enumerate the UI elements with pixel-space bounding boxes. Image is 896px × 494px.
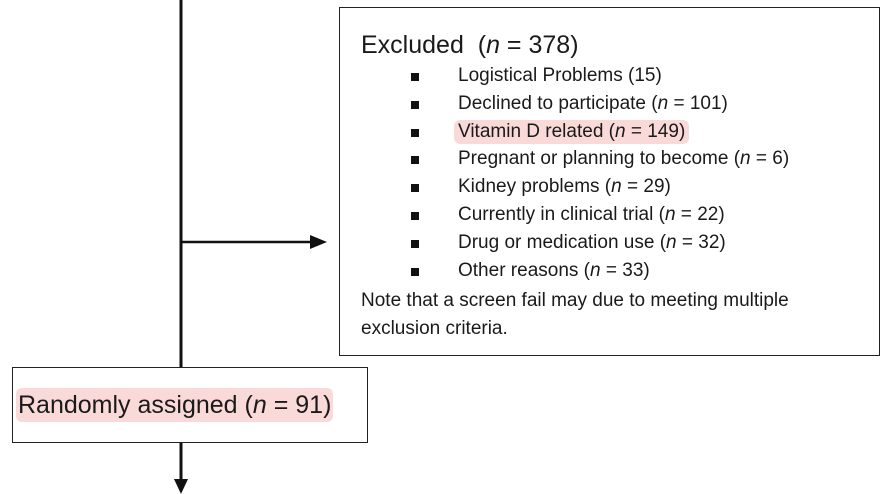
n-symbol: n <box>657 92 669 114</box>
reason-count: 33 <box>622 259 644 281</box>
reason-label: Kidney problems (n = 29) <box>458 176 671 198</box>
reason-count: 101 <box>689 92 722 114</box>
n-symbol: n <box>611 176 622 198</box>
randomized-box <box>12 367 368 443</box>
n-symbol: n <box>486 31 500 59</box>
excluded-count: 378 <box>528 31 571 59</box>
square-bullet-icon <box>411 212 419 220</box>
reason-text: Logistical Problems <box>458 65 623 86</box>
exclusion-note: Note that a screen fail may due to meeting multiple exclusion criteria. <box>361 290 789 339</box>
reason-count: 6 <box>772 148 783 170</box>
exclusion-arrowhead <box>310 235 327 249</box>
reason-label: Declined to participate (n = 101) <box>458 92 728 114</box>
lower-arrowhead <box>174 479 188 494</box>
n-symbol: n <box>664 203 676 225</box>
reason-label: Vitamin D related (n = 149) <box>454 120 689 144</box>
square-bullet-icon <box>411 129 419 137</box>
reason-text: Currently in clinical trial <box>458 203 654 225</box>
reason-count: 32 <box>698 231 720 253</box>
reason-text: Kidney problems <box>458 176 600 198</box>
excluded-box <box>339 7 880 356</box>
reason-label: Logistical Problems (15) <box>458 65 662 86</box>
excluded-title: Excluded (n = 378) <box>361 31 579 59</box>
square-bullet-icon <box>411 73 419 81</box>
n-symbol: n <box>252 391 267 419</box>
reason-text: Drug or medication use <box>458 231 655 253</box>
reason-text: Declined to participate <box>458 92 646 114</box>
randomized-text: Randomly assigned <box>18 391 238 419</box>
square-bullet-icon <box>411 268 419 276</box>
reason-label: Other reasons (n = 33) <box>458 259 650 281</box>
n-symbol: n <box>590 259 601 281</box>
reason-label: Pregnant or planning to become (n = 6) <box>458 148 790 170</box>
n-symbol: n <box>666 231 677 253</box>
reason-label: Currently in clinical trial (n = 22) <box>458 203 725 225</box>
square-bullet-icon <box>411 184 419 192</box>
reason-label: Drug or medication use (n = 32) <box>458 231 726 253</box>
n-symbol: n <box>740 148 751 170</box>
excluded-label: Excluded <box>361 31 464 59</box>
reason-count: 22 <box>697 203 719 225</box>
reason-text: Other reasons <box>458 259 579 281</box>
reason-count: 29 <box>643 176 665 198</box>
n-symbol: n <box>615 120 626 142</box>
reason-count: 149 <box>647 120 679 142</box>
randomized-label: Randomly assigned (n = 91) <box>16 388 333 422</box>
reason-count: 15 <box>634 65 656 86</box>
square-bullet-icon <box>411 101 419 109</box>
randomized-count: 91 <box>295 391 324 419</box>
square-bullet-icon <box>411 240 419 248</box>
reason-text: Vitamin D related <box>458 120 604 142</box>
square-bullet-icon <box>411 156 419 164</box>
reason-text: Pregnant or planning to become <box>458 148 729 170</box>
